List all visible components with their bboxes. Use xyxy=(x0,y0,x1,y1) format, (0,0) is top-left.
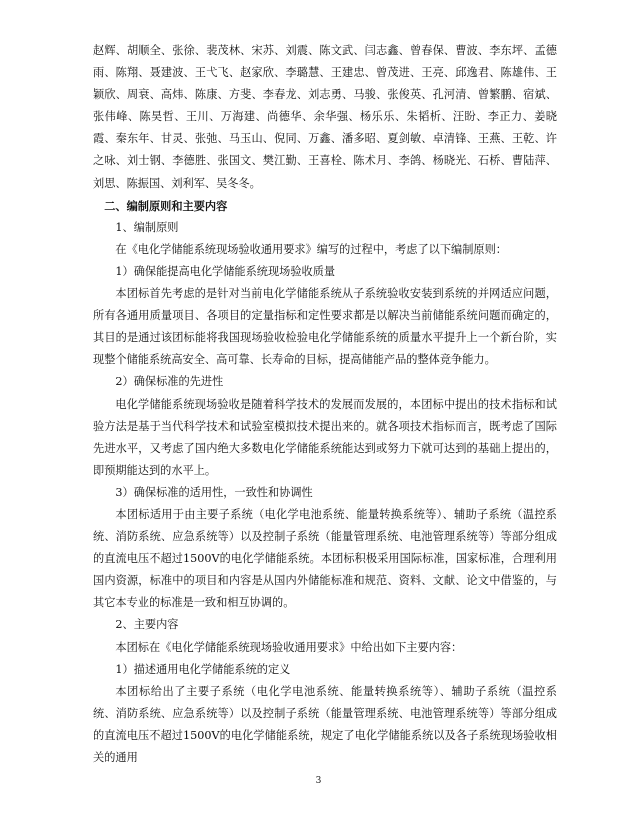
subsection-heading-principles: 1、编制原则 xyxy=(115,220,179,234)
document-body xyxy=(93,40,557,769)
section-heading: 二、编制原则和主要内容 xyxy=(104,198,228,213)
principle-2-body: 电化学储能系统现场验收是随着科学技术的发展而发展的，本团标中提出的技术指标和试验方法是基于当代科学技术和试验室模拟技术提出来的。就各项技术指标而言，既考虑了国际先进水平，又考虑了国内绝大多数电化学储能系统能达到或努力下就可达到的基础上提出的，即预期能达到的水平上。 xyxy=(93,397,557,477)
principle-1-body: 本团标首先考虑的是针对当前电化学储能系统从子系统验收安装到系统的并网适应问题，所有各通用质量项目、各项目的定量指标和定性要求都是以解决当前储能系统问题而确定的，其目的是通过该团标能将我国现场验收检验电化学储能系统的质量水平提升上一个新台阶，实现整个储能系统高安全、高可靠、长寿命的目标，提高储能产品的整体竞争能力。 xyxy=(93,287,557,367)
content-intro: 本团标在《电化学储能系统现场验收通用要求》中给出如下主要内容： xyxy=(115,640,463,654)
contributor-names: 赵辉、胡顺全、张徐、裴茂林、宋苏、刘震、陈文武、闫志鑫、曾春保、曹波、李东坪、孟德雨、陈翔、聂建波、王弋飞、赵家欣、李璐慧、王建忠、曾茂进、王亮、邱逸君、陈雄伟、王颖欣、周衰、高炜、陈康、方斐、李春龙、刘志勇、马骏、张俊英、孔河清、曾繁鹏、宿斌、张伟峰、陈昊哲、王川、万海建、尚德华、余华强、杨乐乐、朱韬析、汪盼、李正力、姜晓霞、秦东年、甘灵、张弛、马玉山、倪同、万鑫、潘多昭、夏剑敏、卓清锋、王燕、王乾、许之咏、刘士钢、李德胜、张国文、樊江勤、王喜栓、陈术月、李鸽、杨晓光、石桥、曹陆萍、刘思、陈振国、刘利军、吴冬冬。 xyxy=(93,44,557,190)
principle-3-title: 3）确保标准的适用性，一致性和协调性 xyxy=(115,485,313,499)
principles-intro: 在《电化学储能系统现场验收通用要求》编写的过程中，考虑了以下编制原则： xyxy=(115,242,507,256)
principle-3-body: 本团标适用于由主要子系统（电化学电池系统、能量转换系统等）、辅助子系统（温控系统、消防系统、应急系统等）以及控制子系统（能量管理系统、电池管理系统等）等部分组成的直流电压不超过1500V的电化学储能系统。本团标积极采用国际标准，国家标准，合理利用国内资源，标准中的项目和内容是从国内外储能标准和规范、资料、文献、论文中借鉴的，与其它本专业的标准是一致和相互协调的。 xyxy=(93,507,557,610)
principle-1-title: 1）确保能提高电化学储能系统现场验收质量 xyxy=(115,264,336,278)
principle-2-title: 2）确保标准的先进性 xyxy=(115,375,224,389)
content-1-title: 1）描述通用电化学储能系统的定义 xyxy=(115,662,291,676)
content-1-body: 本团标给出了主要子系统（电化学电池系统、能量转换系统等）、辅助子系统（温控系统、消防系统、应急系统等）以及控制子系统（能量管理系统、电池管理系统等）等部分组成的直流电压不超过1500V的电化学储能系统，规定了电化学储能系统以及各子系统现场验收相关的通用 xyxy=(93,684,557,764)
page-number: 3 xyxy=(315,776,322,786)
subsection-heading-content: 2、主要内容 xyxy=(115,618,179,632)
